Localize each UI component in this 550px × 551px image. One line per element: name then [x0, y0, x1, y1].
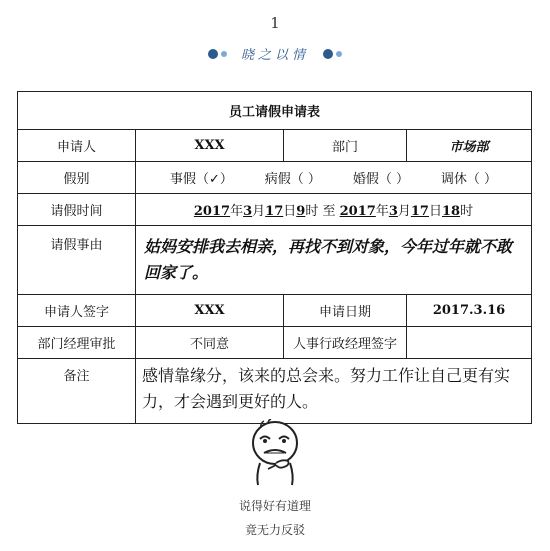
leave-time-value: 2017年3月17日9时 至 2017年3月17日18时: [136, 194, 532, 226]
leave-type-label: 假别: [18, 162, 136, 194]
apply-date-value: 2017.3.16: [407, 295, 532, 327]
form-title: 员工请假申请表: [18, 92, 532, 130]
motto-header: [0, 44, 550, 63]
department-value: 市场部: [407, 130, 532, 162]
signature-label: 申请人签字: [18, 295, 136, 327]
reason-label: 请假事由: [18, 226, 136, 295]
reason-value: 姑妈安排我去相亲，再找不到对象，今年过年就不敢回家了。: [136, 226, 532, 295]
left-dots-decoration: [208, 49, 227, 59]
leave-time-label: 请假时间: [18, 194, 136, 226]
page-number: 1: [270, 14, 280, 32]
notes-label: 备注: [18, 359, 136, 424]
signature-value: XXX: [136, 295, 284, 327]
manager-approval-value: 不同意: [136, 327, 284, 359]
leave-type-sick: 病假（ ）: [264, 172, 321, 187]
apply-date-label: 申请日期: [284, 295, 407, 327]
notes-value: 感情靠缘分，该来的总会来。努力工作让自己更有实力，才会遇到更好的人。: [136, 359, 532, 424]
meme-face-icon: [246, 419, 304, 491]
applicant-value: XXX: [136, 130, 284, 162]
hr-signature-label: 人事行政经理签字: [284, 327, 407, 359]
department-label: 部门: [284, 130, 407, 162]
hr-signature-value: [407, 327, 532, 359]
meme-caption-line2: 竟无力反驳: [244, 523, 305, 537]
leave-application-form: [17, 91, 532, 424]
leave-type-compensatory: 调休（ ）: [440, 172, 498, 187]
meme-caption-line1: 说得好有道理: [238, 499, 311, 513]
right-dots-decoration: [323, 49, 342, 59]
manager-approval-label: 部门经理审批: [18, 327, 136, 359]
leave-type-marriage: 婚假（ ）: [352, 172, 409, 187]
leave-type-options: [136, 162, 532, 194]
applicant-label: 申请人: [18, 130, 136, 162]
motto-text: 晓之以情: [240, 48, 309, 63]
leave-type-personal: 事假（✓）: [169, 172, 233, 187]
